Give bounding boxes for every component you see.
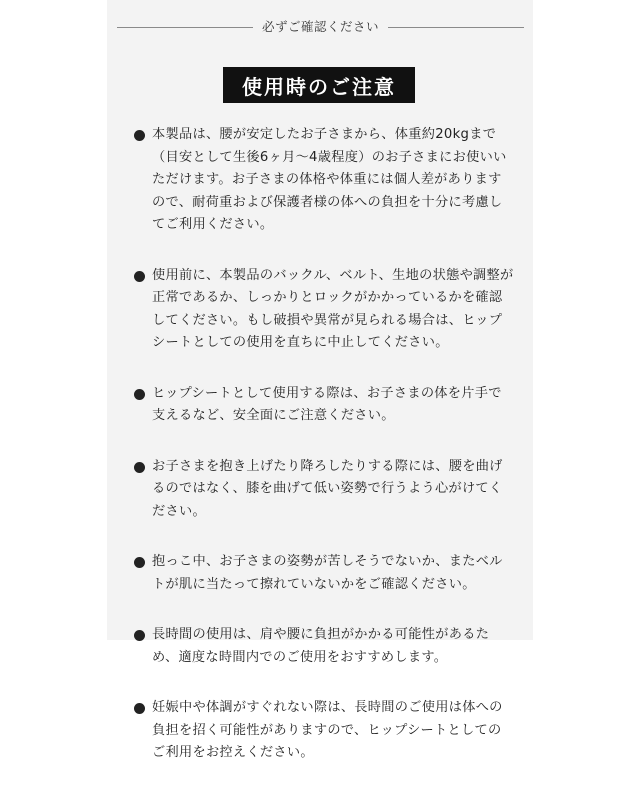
bullet-icon — [134, 462, 145, 473]
list-item-text: ヒップシートとして使用する際は、お子さまの体を片手で支えるなど、安全面にご注意ください。 — [152, 385, 502, 423]
list-item-text: 使用前に、本製品のバックル、ベルト、生地の状態や調整が正常であるか、しっかりとロックがかかっているかを確認してください。もし破損や異常が見られる場合は、ヒップシートとしての使用を直ちに中止してください。 — [152, 267, 514, 350]
divider-left — [117, 27, 253, 28]
list-item — [134, 551, 514, 596]
bullet-icon — [134, 130, 145, 141]
confirm-note: 必ずご確認ください — [261, 19, 379, 34]
bullet-icon — [134, 389, 145, 400]
list-item-text: お子さまを抱き上げたり降ろしたりする際には、腰を曲げるのではなく、膝を曲げて低い姿勢で行うよう心がけてください。 — [152, 458, 503, 519]
list-item — [134, 383, 514, 428]
list-item — [134, 697, 514, 765]
list-item — [134, 265, 514, 355]
caution-list — [134, 124, 514, 793]
list-item — [134, 456, 514, 524]
list-item-text: 本製品は、腰が安定したお子さまから、体重約20kgまで（目安として生後6ヶ月〜4歳程度）のお子さまにお使いいただけます。お子さまの体格や体重には個人差がありますので、耐荷重および保護者様の体への負担を十分に考慮してご利用ください。 — [152, 127, 507, 232]
bullet-icon — [134, 630, 145, 641]
bullet-icon — [134, 271, 145, 282]
bullet-icon — [134, 557, 145, 568]
list-item — [134, 624, 514, 669]
page-title: 使用時のご注意 — [223, 67, 415, 103]
bullet-icon — [134, 703, 145, 714]
list-item-text: 抱っこ中、お子さまの姿勢が苦しそうでないか、またベルトが肌に当たって擦れていないかをご確認ください。 — [152, 554, 503, 592]
list-item — [134, 124, 514, 237]
divider-right — [388, 27, 524, 28]
list-item-text: 妊娠中や体調がすぐれない際は、長時間のご使用は体への負担を招く可能性がありますので、ヒップシートとしてのご利用をお控えください。 — [152, 700, 503, 760]
list-item-text: 長時間の使用は、肩や腰に負担がかかる可能性があるため、適度な時間内でのご使用をおすすめします。 — [152, 627, 490, 665]
